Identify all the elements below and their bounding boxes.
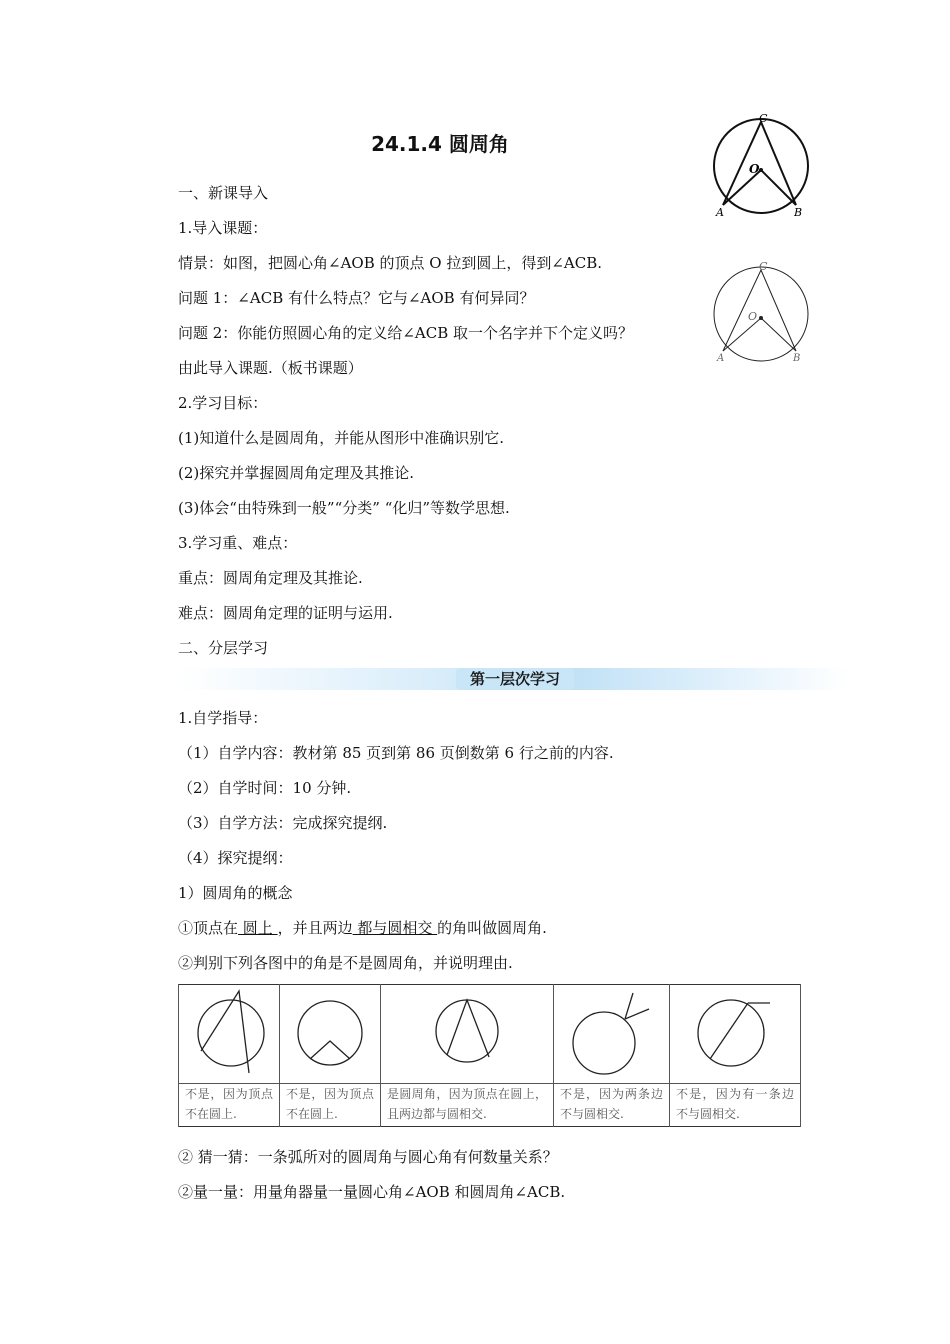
- concept-suffix: 的角叫做圆周角.: [437, 919, 547, 937]
- judge-figure-5: [670, 985, 801, 1084]
- key-point: 重点：圆周角定理及其推论.: [178, 569, 363, 587]
- judge-figure-4: [554, 985, 670, 1084]
- judge-caption-4: 不是，因为两条边不与圆相交.: [554, 1084, 670, 1127]
- concept-middle: ，并且两边: [277, 919, 353, 937]
- self-study-time: （2）自学时间：10 分钟.: [178, 779, 352, 797]
- measure-instruction: ②量一量：用量角器量一量圆心角∠AOB 和圆周角∠ACB.: [178, 1183, 566, 1201]
- banner-label: 第一层次学习: [456, 668, 574, 690]
- judge-caption-1: 不是，因为顶点不在圆上.: [179, 1084, 280, 1127]
- level-banner: [178, 668, 848, 690]
- judge-table: [178, 984, 801, 1127]
- scenario-text: 情景：如图，把圆心角∠AOB 的顶点 O 拉到圆上，得到∠ACB.: [178, 254, 602, 272]
- blank-answer-2: 都与圆相交: [352, 919, 438, 937]
- label-o: O: [749, 162, 760, 176]
- judge-figure-1: [179, 985, 280, 1084]
- concept-heading: 1）圆周角的概念: [178, 884, 293, 902]
- section-heading-intro: 一、新课导入: [178, 184, 269, 202]
- subheading-topic: 1.导入课题：: [178, 219, 268, 237]
- goal-1: (1)知道什么是圆周角，并能从图形中准确识别它.: [178, 429, 505, 447]
- judge-figure-3: [381, 985, 554, 1084]
- guess-question: ② 猜一猜：一条弧所对的圆周角与圆心角有何数量关系？: [178, 1148, 558, 1166]
- label-b: B: [794, 206, 803, 219]
- goal-3: (3)体会“由特殊到一般”“分类” “化归”等数学思想.: [178, 499, 510, 517]
- judge-caption-3: 是圆周角，因为顶点在圆上，且两边都与圆相交.: [381, 1084, 554, 1127]
- circle-figure-2: [705, 258, 817, 370]
- self-study-content: （1）自学内容：教材第 85 页到第 86 页倒数第 6 行之前的内容.: [178, 744, 614, 762]
- self-study-method: （3）自学方法：完成探究提纲.: [178, 814, 388, 832]
- label-c: C: [759, 112, 768, 125]
- label-b: B: [793, 353, 801, 364]
- subheading-keypoints: 3.学习重、难点：: [178, 534, 298, 552]
- question-2: 问题 2：你能仿照圆心角的定义给∠ACB 取一个名字并下个定义吗？: [178, 324, 633, 342]
- judge-caption-2: 不是，因为顶点不在圆上.: [280, 1084, 381, 1127]
- concept-definition: [178, 918, 547, 938]
- label-o: O: [748, 310, 758, 323]
- label-a: A: [716, 206, 724, 219]
- concept-prefix: ①顶点在: [178, 919, 239, 937]
- question-1: 问题 1：∠ACB 有什么特点？它与∠AOB 有何异同？: [178, 289, 535, 307]
- self-study-outline: （4）探究提纲：: [178, 849, 293, 867]
- page-title: 24.1.4 圆周角: [371, 132, 509, 156]
- judge-figure-2: [280, 985, 381, 1084]
- label-a: A: [717, 353, 725, 364]
- goal-2: (2)探究并掌握圆周角定理及其推论.: [178, 464, 415, 482]
- difficult-point: 难点：圆周角定理的证明与运用.: [178, 604, 393, 622]
- blank-answer-1: 圆上: [238, 919, 278, 937]
- subheading-self-study: 1.自学指导：: [178, 709, 268, 727]
- subheading-goals: 2.学习目标：: [178, 394, 268, 412]
- intro-topic: 由此导入课题.（板书课题）: [178, 359, 363, 377]
- label-c: C: [759, 260, 768, 273]
- circle-figure-1: [705, 110, 817, 222]
- judge-instruction: ②判别下列各图中的角是不是圆周角，并说明理由.: [178, 954, 513, 972]
- judge-caption-5: 不是，因为有一条边不与圆相交.: [670, 1084, 801, 1127]
- section-heading-layered: 二、分层学习: [178, 639, 269, 657]
